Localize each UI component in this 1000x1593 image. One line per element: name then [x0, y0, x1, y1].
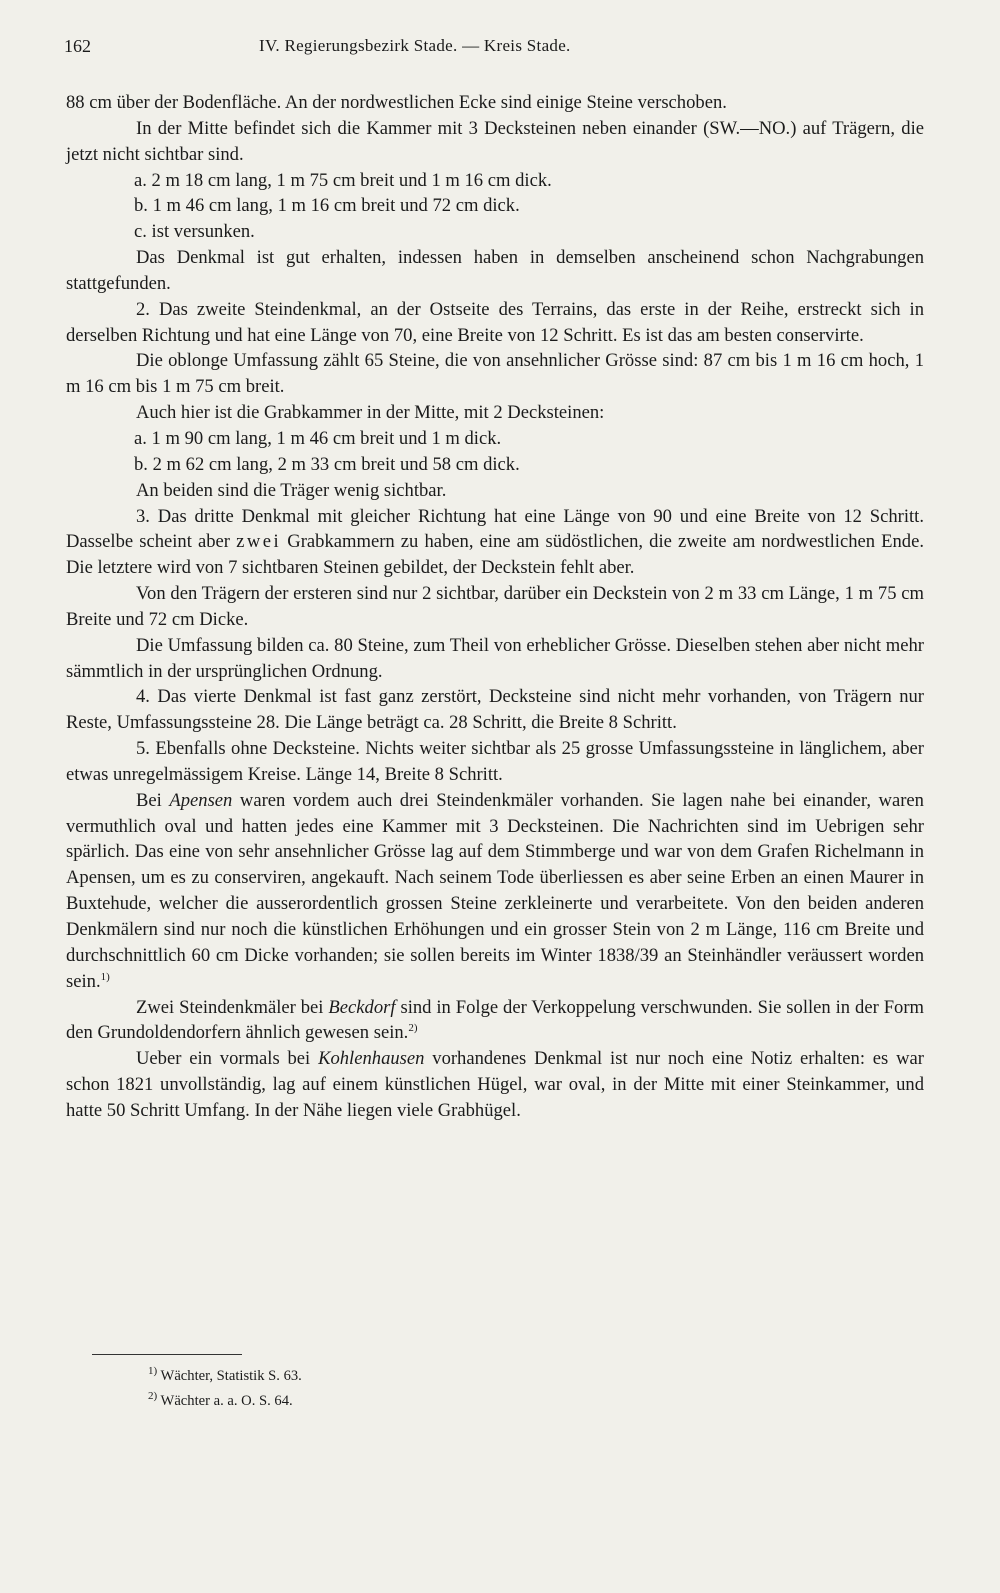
paragraph-beckdorf — [66, 995, 924, 1047]
place-name: Apensen — [169, 789, 233, 811]
paragraph-monument-3 — [66, 504, 924, 582]
paragraph-kohlenhausen — [66, 1046, 924, 1124]
paragraph: Von den Trägern der ersteren sind nur 2 sichtbar, darüber ein Deckstein von 2 m 33 cm Länge, 1 m 75 cm Breite und 72 cm Dicke. — [66, 583, 924, 630]
paragraph: a. 2 m 18 cm lang, 1 m 75 cm breit und 1 m 16 cm dick. — [134, 169, 552, 191]
paragraph-text: waren vordem auch drei Steindenkmäler vorhanden. Sie lagen nahe bei einander, waren vermuthlich oval und hatten jedes eine Kammer mit 3 Decksteinen. Die Nachrichten sind im Uebrigen sehr spärlich. Das eine von sehr ansehnlicher Grösse lag auf dem Stimmberge und war von dem Grafen Richelmann in Apensen, um es zu conserviren, angekauft. Nach seinem Tode überliessen es aber seine Erben an einen Maurer in Buxtehude, welcher die ausserordentlich grossen Steine zerkleinerte und verarbeitete. Von den beiden anderen Denkmälern sind nur noch die künstlichen Erhöhungen und ein grosser Stein von 2 m Länge, 116 cm Breite und durchschnittlich 60 cm Dicke vorhanden; sie sollen bereits im Winter 1838/39 an Steinhändler veräussert worden sein. — [66, 789, 924, 992]
paragraph-group-1 — [66, 90, 924, 504]
paragraph: a. 1 m 90 cm lang, 1 m 46 cm breit und 1 m dick. — [134, 427, 502, 449]
running-title: IV. Regierungsbezirk Stade. — Kreis Stade. — [259, 36, 571, 55]
footnotes — [148, 1364, 648, 1414]
paragraph-apensen — [66, 788, 924, 995]
footnote-ref: 2) — [408, 1022, 418, 1035]
paragraph: In der Mitte befindet sich die Kammer mit 3 Decksteinen neben einander (SW.—NO.) auf Trägern, die jetzt nicht sichtbar sind. — [66, 117, 924, 165]
paragraph: Die oblonge Umfassung zählt 65 Steine, die von ansehnlicher Grösse sind: 87 cm bis 1 m 16 cm hoch, 1 m 16 cm bis 1 m 75 cm breit. — [66, 350, 924, 398]
paragraph: Die Umfassung bilden ca. 80 Steine, zum Theil von erheblicher Grösse. Dieselben stehen aber nicht mehr sämmtlich in der ursprünglichen Ordnung. — [66, 634, 924, 682]
footnote-text: Wächter, Statistik S. 63. — [157, 1368, 302, 1384]
paragraph-text: Zwei Steindenkmäler bei — [136, 996, 329, 1018]
paragraph: b. 1 m 46 cm lang, 1 m 16 cm breit und 72 cm dick. — [134, 195, 520, 217]
emphasis-spaced: zwei — [236, 531, 282, 553]
paragraph: 2. Das zweite Steindenkmal, an der Ostseite des Terrains, das erste in der Reihe, erstreckt sich in derselben Richtung und hat eine Länge von 70, eine Breite von 12 Schritt. Es ist das am besten conservirte. — [66, 298, 924, 346]
paragraph-text: Bei — [136, 789, 170, 811]
footnote-divider — [92, 1354, 242, 1355]
footnote-2 — [148, 1389, 648, 1414]
paragraph-text: Ueber ein vormals bei — [136, 1048, 319, 1070]
footnote-mark: 2) — [148, 1390, 158, 1403]
footnote-ref: 1) — [100, 970, 110, 983]
paragraph: Das Denkmal ist gut erhalten, indessen haben in demselben anscheinend schon Nachgrabungen stattgefunden. — [66, 247, 924, 294]
paragraph: 4. Das vierte Denkmal ist fast ganz zerstört, Decksteine sind nicht mehr vorhanden, von Trägern nur Reste, Umfassungssteine 28. Die Länge beträgt ca. 28 Schritt, die Breite 8 Schritt. — [66, 686, 924, 734]
page-header — [64, 36, 924, 62]
paragraph: Auch hier ist die Grabkammer in der Mitte, mit 2 Decksteinen: — [136, 402, 605, 424]
paragraph: 88 cm über der Bodenfläche. An der nordwestlichen Ecke sind einige Steine verschoben. — [66, 92, 727, 113]
footnote-mark: 1) — [148, 1365, 158, 1378]
paragraph-text: vorhandenes Denkmal ist nur noch eine Notiz erhalten: es war schon 1821 unvollständig, lag auf einem künstlichen Hügel, war oval, in der Mitte mit einer Steinkammer, und hatte 50 Schritt Umfang. In der Nähe liegen viele Grabhügel. — [66, 1048, 924, 1121]
body-text — [66, 90, 924, 1124]
footnote-1 — [148, 1364, 648, 1389]
footnote-text: Wächter a. a. O. S. 64. — [157, 1393, 293, 1409]
place-name: Beckdorf — [328, 996, 396, 1018]
paragraph: c. ist versunken. — [134, 221, 255, 243]
paragraph-text: 3. Das dritte Denkmal mit gleicher Richtung hat eine Länge von 90 und eine Breite von 12 Schritt. Dasselbe scheint aber — [66, 505, 924, 553]
paragraph: b. 2 m 62 cm lang, 2 m 33 cm breit und 58 cm dick. — [134, 453, 520, 475]
paragraph-text: sind in Folge der Verkoppelung verschwunden. Sie sollen in der Form den Grundoldendorfern ähnlich gewesen sein. — [66, 996, 924, 1044]
paragraph: An beiden sind die Träger wenig sichtbar. — [136, 479, 447, 501]
place-name: Kohlenhausen — [318, 1048, 425, 1070]
paragraph-group-2 — [66, 581, 924, 788]
page-number: 162 — [64, 36, 91, 56]
paragraph: 5. Ebenfalls ohne Decksteine. Nichts weiter sichtbar als 25 grosse Umfassungssteine in länglichem, aber etwas unregelmässigem Kreise. Länge 14, Breite 8 Schritt. — [66, 738, 924, 785]
paragraph-text: Grabkammern zu haben, eine am südöstlichen, die zweite am nordwestlichen Ende. Die letztere wird von 7 sichtbaren Steinen gebildet, der Deckstein fehlt aber. — [66, 531, 924, 579]
